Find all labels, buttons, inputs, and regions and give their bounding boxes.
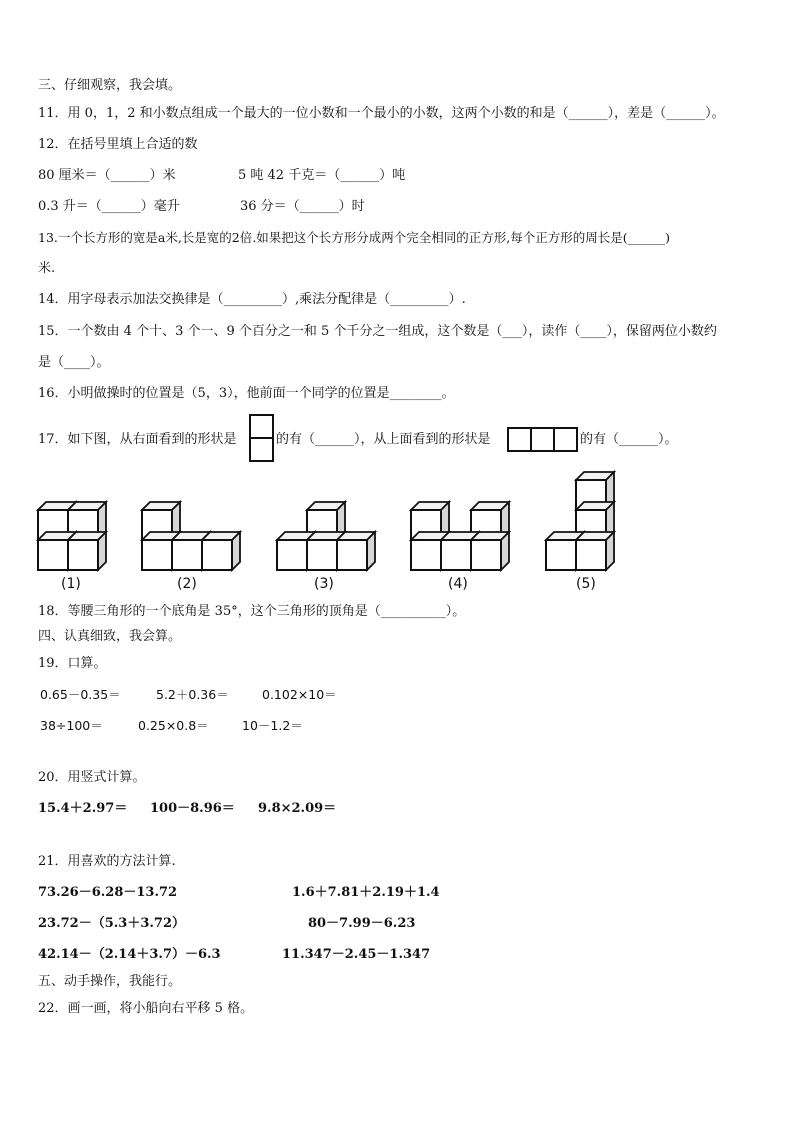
q19-item: 5.2＋0.36＝ (156, 687, 229, 702)
question-12: 12．在括号里填上合适的数 (38, 137, 198, 152)
question-21: 21．用喜欢的方法计算. (38, 854, 176, 869)
question-12-item-c: 0.3 升＝（______）毫升 (38, 199, 180, 214)
figure-label-5: (5) (576, 576, 596, 592)
question-17-part1: 17．如下图，从右面看到的形状是 (38, 432, 237, 447)
section5-title: 五、动手操作，我能行。 (38, 974, 182, 989)
top-view-shape-icon (507, 427, 579, 453)
figure-3 (277, 502, 375, 570)
q19-item: 0.25×0.8＝ (138, 718, 209, 733)
q21-item: 42.14－（2.14＋3.7）－6.3 (38, 947, 221, 962)
q21-item: 80－7.99－6.23 (308, 916, 416, 931)
q19-item: 38÷100＝ (40, 718, 103, 733)
question-15-line2: 是（____）。 (38, 355, 110, 370)
q21-item: 1.6＋7.81＋2.19＋1.4 (292, 885, 440, 900)
q21-item: 23.72－（5.3＋3.72） (38, 916, 185, 931)
q19-item: 10－1.2＝ (242, 718, 303, 733)
section3-title: 三、仔细观察，我会填。 (38, 78, 182, 93)
question-19: 19．口算。 (38, 656, 107, 671)
figure-1 (38, 502, 106, 570)
question-17-part2: 的有（______），从上面看到的形状是 (276, 432, 491, 447)
section4-title: 四、认真细致，我会算。 (38, 629, 182, 644)
q21-item: 73.26－6.28－13.72 (38, 885, 178, 900)
figure-label-3: (3) (314, 576, 334, 592)
question-16: 16．小明做操时的位置是（5，3），他前面一个同学的位置是________。 (38, 386, 455, 401)
question-13-line1: 13.一个长方形的宽是a米,长是宽的2倍.如果把这个长方形分成两个完全相同的正方形,每个正方形的周长是(______) (38, 230, 670, 245)
question-14: 14．用字母表示加法交换律是（_________）,乘法分配律是（_________）. (38, 292, 466, 307)
figure-5 (546, 472, 614, 570)
q19-item: 0.102×10＝ (262, 687, 337, 702)
cube-figures (30, 466, 630, 576)
question-18: 18．等腰三角形的一个底角是 35°，这个三角形的顶角是（__________）。 (38, 604, 466, 619)
figure-label-2: (2) (177, 576, 197, 592)
q20-item: 100－8.96＝ (150, 801, 235, 816)
q21-item: 11.347－2.45－1.347 (282, 947, 431, 962)
right-view-shape-icon (249, 414, 275, 464)
q20-item: 15.4＋2.97＝ (38, 801, 128, 816)
question-12-item-d: 36 分＝（______）时 (240, 199, 365, 214)
q20-item: 9.8×2.09＝ (258, 801, 337, 816)
question-12-item-b: 5 吨 42 千克＝（______）吨 (238, 168, 406, 183)
question-15-line1: 15．一个数由 4 个十、3 个一、9 个百分之一和 5 个千分之一组成，这个数是（___），读作（____），保留两位小数约 (38, 324, 717, 339)
question-17-part3: 的有（______）。 (580, 432, 678, 447)
question-20: 20．用竖式计算。 (38, 770, 146, 785)
figure-label-4: (4) (448, 576, 468, 592)
figure-4 (411, 502, 509, 570)
question-13-line2: 米. (38, 261, 56, 276)
figure-label-1: (1) (61, 576, 81, 592)
question-22: 22．画一画，将小船向右平移 5 格。 (38, 1001, 254, 1016)
question-12-item-a: 80 厘米＝（______）米 (38, 168, 176, 183)
q19-item: 0.65－0.35＝ (40, 687, 121, 702)
figure-2 (142, 502, 240, 570)
question-11: 11．用 0，1，2 和小数点组成一个最大的一位小数和一个最小的小数，这两个小数的和是（______），差是（______）。 (38, 106, 725, 121)
